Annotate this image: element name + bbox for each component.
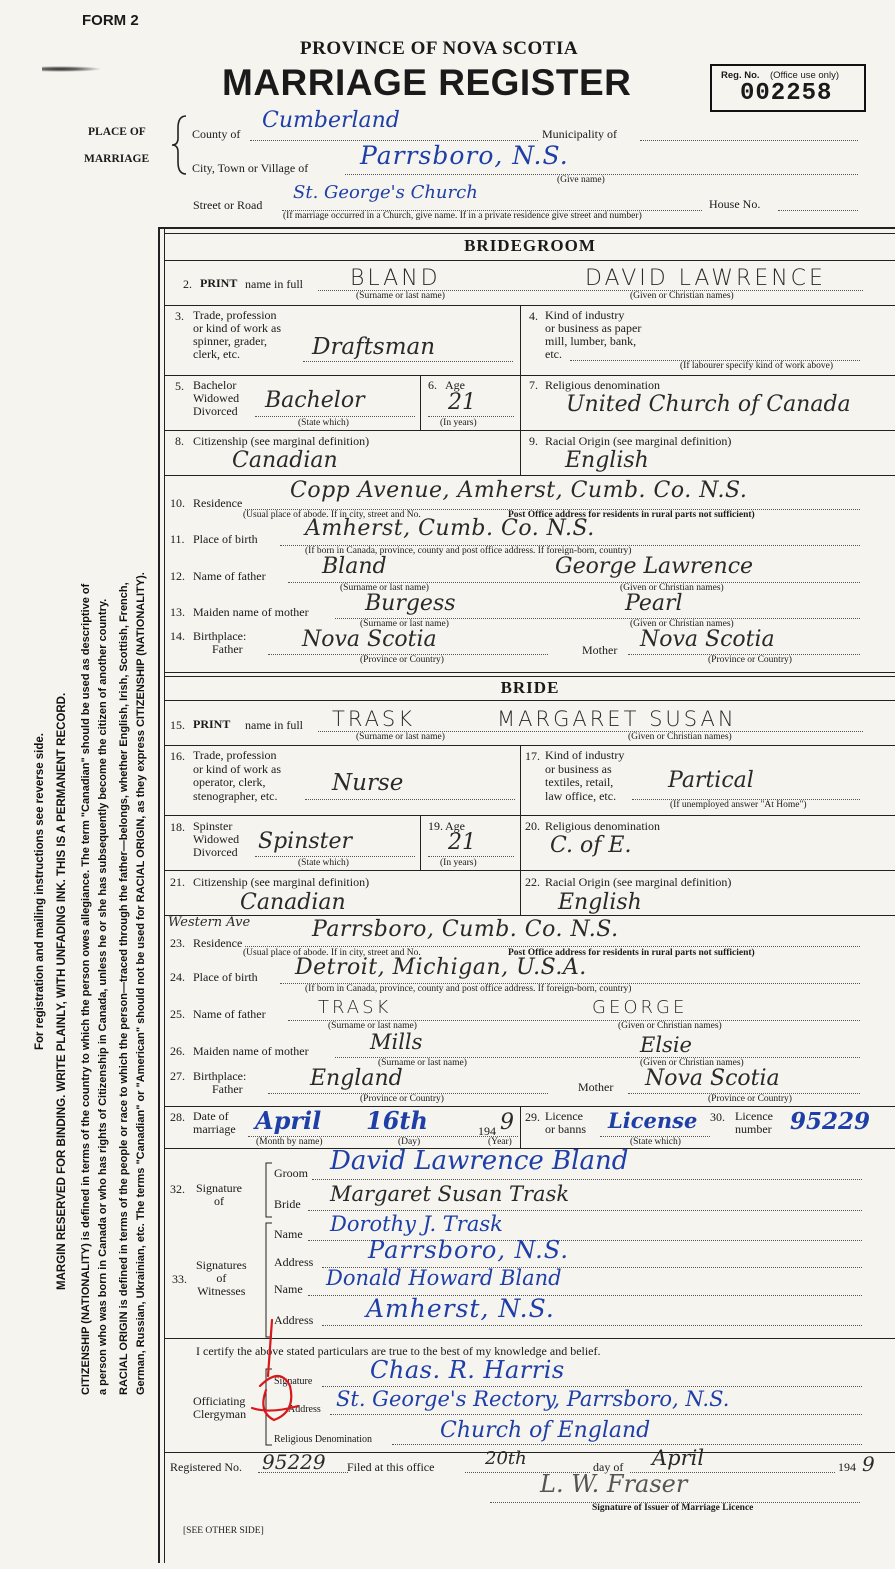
- year-caption: (Year): [488, 1137, 512, 1147]
- bride-mother-birthplace: Nova Scotia: [645, 1066, 780, 1091]
- f2-number: 2.: [183, 277, 192, 291]
- groom-surname-caption: (Surname or last name): [356, 291, 445, 301]
- f33-number: 33.: [172, 1272, 187, 1286]
- f19-number: 19.: [428, 819, 443, 833]
- marriage-year-prefix: 194: [478, 1124, 496, 1138]
- f20-label: Religious denomination: [545, 819, 660, 833]
- f14-number: 14.: [170, 629, 185, 643]
- licence-number: 95229: [790, 1108, 871, 1135]
- f13-given-caption: (Given or Christian names): [630, 619, 734, 629]
- f29-label: Licence or banns: [545, 1109, 586, 1136]
- bride-sig-label: Bride: [274, 1197, 301, 1211]
- f10-label: Residence: [193, 496, 243, 510]
- f20-number: 20.: [525, 819, 540, 833]
- sidebar-binding-note: MARGIN RESERVED FOR BINDING. WRITE PLAINLY, WITH UNFADING INK. THIS IS A PERMANENT RECORD.: [56, 692, 68, 1290]
- sidebar-instructions: For registration and mailing instructions see reverse side.: [34, 733, 46, 1050]
- f17-number: 17.: [525, 749, 540, 763]
- f16-number: 16.: [170, 749, 185, 763]
- f16-label: Trade, profession or kind of work as operator, clerk, stenographer, etc.: [193, 748, 281, 803]
- f4-number: 4.: [529, 309, 538, 323]
- f15-name-label: name in full: [245, 718, 303, 732]
- f29-number: 29.: [525, 1110, 540, 1124]
- f32-number: 32.: [170, 1182, 185, 1196]
- bride-residence: Parrsboro, Cumb. Co. N.S.: [312, 917, 619, 942]
- groom-status: Bachelor: [265, 388, 365, 413]
- f15-number: 15.: [170, 718, 185, 732]
- f25-given-caption: (Given or Christian names): [618, 1021, 722, 1031]
- f2-print-label: PRINT: [200, 276, 238, 290]
- bride-industry: Partical: [668, 768, 754, 793]
- f22-number: 22.: [525, 875, 540, 889]
- marriage-day: 16th: [366, 1106, 428, 1135]
- sidebar-racial-2: German, Russian, Ukrainian, etc. The terms "Canadian" or "American" should not be used for RACIAL ORIGIN, as they express CITIZENSHIP (NATIONALITY).: [135, 572, 147, 1395]
- marriage-year-digit: 9: [500, 1110, 514, 1135]
- ink-smudge: [42, 66, 102, 72]
- f30-label: Licence number: [735, 1109, 773, 1136]
- groom-sig-label: Groom: [274, 1166, 308, 1180]
- licence-type: License: [608, 1108, 698, 1133]
- clergy-denomination-label: Religious Denomination: [274, 1434, 373, 1445]
- f17-caption: (If unemployed answer "At Home"): [670, 800, 807, 810]
- filed-label: Filed at this office: [347, 1460, 435, 1474]
- f9-label: Racial Origin (see marginal definition): [545, 434, 732, 448]
- f10-caption-b: Post Office address for residents in rural parts not sufficient): [508, 510, 755, 520]
- f5-label: Bachelor Widowed Divorced: [193, 378, 240, 418]
- bride-state-which: (State which): [298, 858, 349, 868]
- sidebar-racial-1: RACIAL ORIGIN is defined in terms of the people or race to which the person—traced through the father—belongs, whether English, Irish, Scottish, French,: [118, 582, 130, 1395]
- see-other-side: [SEE OTHER SIDE]: [183, 1526, 264, 1536]
- clergy-address-label: Address: [288, 1404, 321, 1415]
- form-number-label: FORM 2: [82, 12, 139, 29]
- groom-citizenship: Canadian: [232, 448, 338, 473]
- f23-number: 23.: [170, 936, 185, 950]
- f26-number: 26.: [170, 1044, 185, 1058]
- f4-caption: (If labourer specify kind of work above): [680, 361, 833, 371]
- sidebar-citizenship-1: CITIZENSHIP (NATIONALITY) is defined in terms of the country to which the person owes allegiance. The term "Canadian" should be used as descriptive of: [80, 583, 92, 1395]
- f27-number: 27.: [170, 1069, 185, 1083]
- sidebar-citizenship-2: a person who was born in Canada or who has rights of Citizenship in Canada, unless he or she has subsequently become the citizen of another country.: [97, 598, 109, 1395]
- groom-religion: United Church of Canada: [566, 392, 851, 417]
- page-title: MARRIAGE REGISTER: [222, 62, 632, 103]
- clergy-signature-label: Signature: [274, 1376, 313, 1387]
- groom-mother-surname: Burgess: [365, 591, 456, 616]
- bridegroom-heading: BRIDEGROOM: [464, 236, 596, 255]
- bride-surname-caption: (Surname or last name): [356, 732, 445, 742]
- f27-label-2: Father: [212, 1082, 243, 1096]
- bride-citizenship: Canadian: [240, 890, 346, 915]
- bride-residence-prefix: Western Ave: [168, 915, 251, 930]
- f14-label-2: Father: [212, 642, 243, 656]
- f26-surname-caption: (Surname or last name): [378, 1058, 467, 1068]
- red-margin-mark-icon: [250, 1316, 306, 1436]
- bride-trade: Nurse: [332, 770, 404, 796]
- county-label: County of: [192, 127, 241, 141]
- f13-number: 13.: [170, 605, 185, 619]
- day-of-label: day of: [593, 1460, 624, 1474]
- groom-given: DAVID LAWRENCE: [585, 266, 826, 291]
- bride-in-years: (In years): [440, 858, 477, 868]
- f12-number: 12.: [170, 569, 185, 583]
- f27-father-caption: (Province or Country): [360, 1094, 444, 1104]
- groom-residence: Copp Avenue, Amherst, Cumb. Co. N.S.: [290, 478, 748, 503]
- f13-label: Maiden name of mother: [193, 605, 309, 619]
- f5-number: 5.: [175, 379, 184, 393]
- street-value: St. George's Church: [293, 182, 478, 203]
- f25-label: Name of father: [193, 1007, 266, 1021]
- clergy-signature: Chas. R. Harris: [370, 1356, 565, 1384]
- groom-state-which: (State which): [298, 418, 349, 428]
- witness-2-address: Amherst, N.S.: [366, 1294, 555, 1323]
- f7-number: 7.: [529, 378, 538, 392]
- f12-surname-caption: (Surname or last name): [340, 583, 429, 593]
- f28-number: 28.: [170, 1110, 185, 1124]
- month-caption: (Month by name): [256, 1137, 323, 1147]
- bride-given: MARGARET SUSAN: [497, 707, 737, 731]
- f23-caption-b: Post Office address for residents in rural parts not sufficient): [508, 948, 755, 958]
- f24-caption: (If born in Canada, province, county and post office address. If foreign-born, country): [305, 984, 632, 994]
- province-heading: PROVINCE OF NOVA SCOTIA: [300, 38, 579, 59]
- f30-number: 30.: [710, 1110, 725, 1124]
- f24-number: 24.: [170, 970, 185, 984]
- w2-address-label: Address: [274, 1313, 314, 1327]
- signature-bracket-icon: [262, 1162, 274, 1218]
- registered-number: 95229: [262, 1450, 326, 1474]
- witness-2-name: Donald Howard Bland: [326, 1266, 562, 1290]
- reg-no-label: Reg. No.: [721, 70, 760, 81]
- f14-mother-caption: (Province or Country): [708, 655, 792, 665]
- f11-label: Place of birth: [193, 532, 258, 546]
- f33-label: Signatures of Witnesses: [196, 1258, 247, 1298]
- f22-label: Racial Origin (see marginal definition): [545, 875, 732, 889]
- f17-label: Kind of industry or business as textiles, retail, law office, etc.: [545, 748, 625, 803]
- place-heading-2: MARRIAGE: [84, 153, 150, 165]
- bride-given-caption: (Given or Christian names): [628, 732, 732, 742]
- bride-birthplace: Detroit, Michigan, U.S.A.: [295, 955, 587, 980]
- street-note: (If marriage occurred in a Church, give name. If in a private residence give street and number): [283, 211, 642, 221]
- bride-heading: BRIDE: [500, 678, 560, 697]
- issuer-signature: L. W. Fraser: [540, 1470, 688, 1498]
- municipality-label: Municipality of: [542, 127, 617, 141]
- f25-surname-caption: (Surname or last name): [328, 1021, 417, 1031]
- issuer-caption: Signature of Issuer of Marriage Licence: [592, 1503, 754, 1513]
- clergy-label: Officiating Clergyman: [193, 1394, 247, 1421]
- f18-label: Spinster Widowed Divorced: [193, 819, 240, 859]
- f4-label: Kind of industry or business as paper mill, lumber, bank, etc.: [545, 308, 642, 361]
- f6-number: 6.: [428, 378, 437, 392]
- bride-racial-origin: English: [558, 890, 642, 915]
- w1-address-label: Address: [274, 1255, 314, 1269]
- place-heading-1: PLACE OF: [88, 126, 146, 138]
- f27-mother-caption: (Province or Country): [708, 1094, 792, 1104]
- f23-label: Residence: [193, 936, 243, 950]
- f6-label: Age: [445, 378, 465, 392]
- f14-father-caption: (Province or Country): [360, 655, 444, 665]
- office-use-label: (Office use only): [770, 70, 839, 81]
- licence-state-which: (State which): [630, 1137, 681, 1147]
- f26-given-caption: (Given or Christian names): [640, 1058, 744, 1068]
- bride-age: 21: [448, 830, 476, 855]
- bride-status: Spinster: [258, 829, 353, 854]
- f19-label: Age: [445, 819, 465, 833]
- f12-label: Name of father: [193, 569, 266, 583]
- house-no-label: House No.: [709, 197, 761, 211]
- f11-caption: (If born in Canada, province, county and post office address. If foreign-born, country): [305, 546, 632, 556]
- f2-name-label: name in full: [245, 277, 303, 291]
- place-brace-icon: [170, 114, 190, 176]
- reg-number-box: [710, 64, 866, 112]
- f24-label: Place of birth: [193, 970, 258, 984]
- groom-father-surname: Bland: [322, 554, 387, 579]
- bride-father-given: GEORGE: [592, 997, 688, 1018]
- f13-surname-caption: (Surname or last name): [360, 619, 449, 629]
- f23-caption-a: (Usual place of abode. If in city, street and No.: [243, 948, 421, 958]
- marriage-month: April: [255, 1106, 322, 1135]
- groom-in-years: (In years): [440, 418, 477, 428]
- f12-given-caption: (Given or Christian names): [620, 583, 724, 593]
- f8-label: Citizenship (see marginal definition): [193, 434, 370, 448]
- f26-label: Maiden name of mother: [193, 1044, 309, 1058]
- f9-number: 9.: [529, 434, 538, 448]
- f3-number: 3.: [175, 309, 184, 323]
- certify-statement: I certify the above stated particulars are true to the best of my knowledge and belief.: [196, 1344, 601, 1358]
- clergy-address: St. George's Rectory, Parrsboro, N.S.: [336, 1387, 730, 1411]
- f21-label: Citizenship (see marginal definition): [193, 875, 370, 889]
- bride-religion: C. of E.: [550, 833, 632, 858]
- street-label: Street or Road: [193, 198, 263, 212]
- f8-number: 8.: [175, 434, 184, 448]
- witness-1-address: Parrsboro, N.S.: [368, 1236, 569, 1264]
- filed-year-prefix: 194: [838, 1460, 856, 1474]
- filed-year-digit: 9: [862, 1452, 875, 1476]
- w2-name-label: Name: [274, 1282, 303, 1296]
- groom-mother-given: Pearl: [625, 591, 683, 616]
- f25-number: 25.: [170, 1007, 185, 1021]
- filed-month: April: [652, 1446, 705, 1470]
- give-name-caption: (Give name): [557, 175, 605, 185]
- groom-father-given: George Lawrence: [555, 554, 754, 579]
- f3-label: Trade, profession or kind of work as spinner, grader, clerk, etc.: [193, 308, 281, 361]
- city-label: City, Town or Village of: [192, 161, 309, 175]
- groom-birthplace: Amherst, Cumb. Co. N.S.: [305, 516, 595, 541]
- filed-day: 20th: [485, 1448, 527, 1469]
- bride-mother-surname: Mills: [370, 1030, 423, 1054]
- f10-caption-a: (Usual place of abode. If in city, street and No.: [243, 510, 421, 520]
- bride-surname: TRASK: [332, 707, 416, 731]
- groom-father-birthplace: Nova Scotia: [302, 627, 437, 652]
- groom-age: 21: [448, 390, 476, 415]
- w1-name-label: Name: [274, 1227, 303, 1241]
- registered-label: Registered No.: [170, 1460, 242, 1474]
- f18-number: 18.: [170, 820, 185, 834]
- bride-father-surname: TRASK: [318, 997, 392, 1018]
- reg-number: 002258: [740, 80, 833, 107]
- bride-signature: Margaret Susan Trask: [330, 1182, 570, 1206]
- clergy-denomination: Church of England: [440, 1418, 651, 1443]
- city-value: Parrsboro, N.S.: [360, 141, 569, 170]
- f15-print-label: PRINT: [193, 717, 231, 731]
- f11-number: 11.: [170, 532, 185, 546]
- day-caption: (Day): [398, 1137, 421, 1147]
- groom-surname: BLAND: [350, 266, 441, 291]
- f32-label: Signature of: [196, 1181, 242, 1208]
- f21-number: 21.: [170, 875, 185, 889]
- f27-mother-label: Mother: [578, 1080, 614, 1094]
- county-value: Cumberland: [262, 108, 400, 133]
- f14-label-1: Birthplace:: [193, 629, 247, 643]
- groom-racial-origin: English: [565, 448, 649, 473]
- bride-father-birthplace: England: [310, 1066, 403, 1091]
- f14-mother-label: Mother: [582, 643, 618, 657]
- f7-label: Religious denomination: [545, 378, 660, 392]
- bride-mother-given: Elsie: [640, 1033, 692, 1057]
- witness-1-name: Dorothy J. Trask: [330, 1212, 503, 1236]
- groom-given-caption: (Given or Christian names): [630, 291, 734, 301]
- f28-label: Date of marriage: [193, 1109, 236, 1136]
- groom-signature: David Lawrence Bland: [330, 1146, 629, 1176]
- groom-mother-birthplace: Nova Scotia: [640, 627, 775, 652]
- f10-number: 10.: [170, 496, 185, 510]
- f27-label-1: Birthplace:: [193, 1069, 247, 1083]
- groom-trade: Draftsman: [312, 334, 436, 360]
